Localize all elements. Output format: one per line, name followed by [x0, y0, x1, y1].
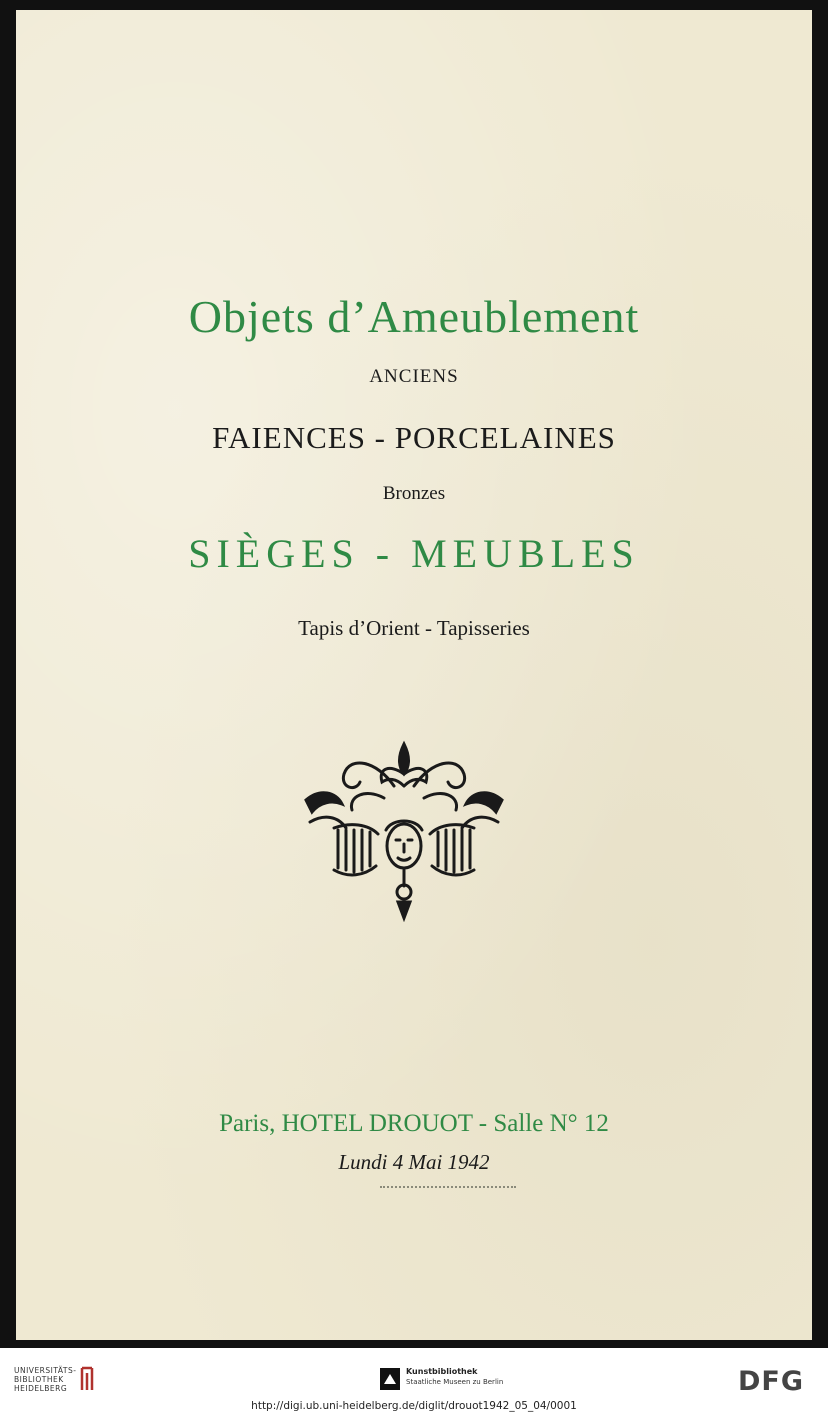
divider — [380, 1186, 516, 1188]
line-tapis-tapisseries: Tapis d’Orient - Tapisseries — [298, 616, 530, 640]
line-sieges-meubles: SIÈGES - MEUBLES — [188, 531, 640, 576]
subtitle-anciens: ANCIENS — [369, 366, 459, 387]
digitization-footer — [0, 1348, 828, 1414]
catalogue-title: Objets d’Ameublement — [188, 291, 640, 342]
ornament-icon — [298, 738, 510, 922]
dfg-logo: DFG — [738, 1366, 805, 1397]
kunstbibliothek-logo-icon — [380, 1368, 400, 1390]
sale-date: Lundi 4 Mai 1942 — [338, 1150, 490, 1174]
catalogue-cover — [16, 10, 812, 1340]
library-subtitle: Staatliche Museen zu Berlin — [406, 1378, 504, 1386]
university-label: UNIVERSITÄTS- BIBLIOTHEK HEIDELBERG — [14, 1366, 77, 1393]
library-name: Kunstbibliothek — [406, 1367, 478, 1376]
university-logo-icon — [78, 1364, 100, 1394]
line-faiences-porcelaines: FAIENCES - PORCELAINES — [212, 420, 616, 455]
sale-venue: Paris, HOTEL DROUOT - Salle N° 12 — [219, 1110, 609, 1137]
line-bronzes: Bronzes — [382, 483, 446, 504]
source-url[interactable]: http://digi.ub.uni-heidelberg.de/diglit/drouot1942_05_04/0001 — [251, 1400, 577, 1412]
